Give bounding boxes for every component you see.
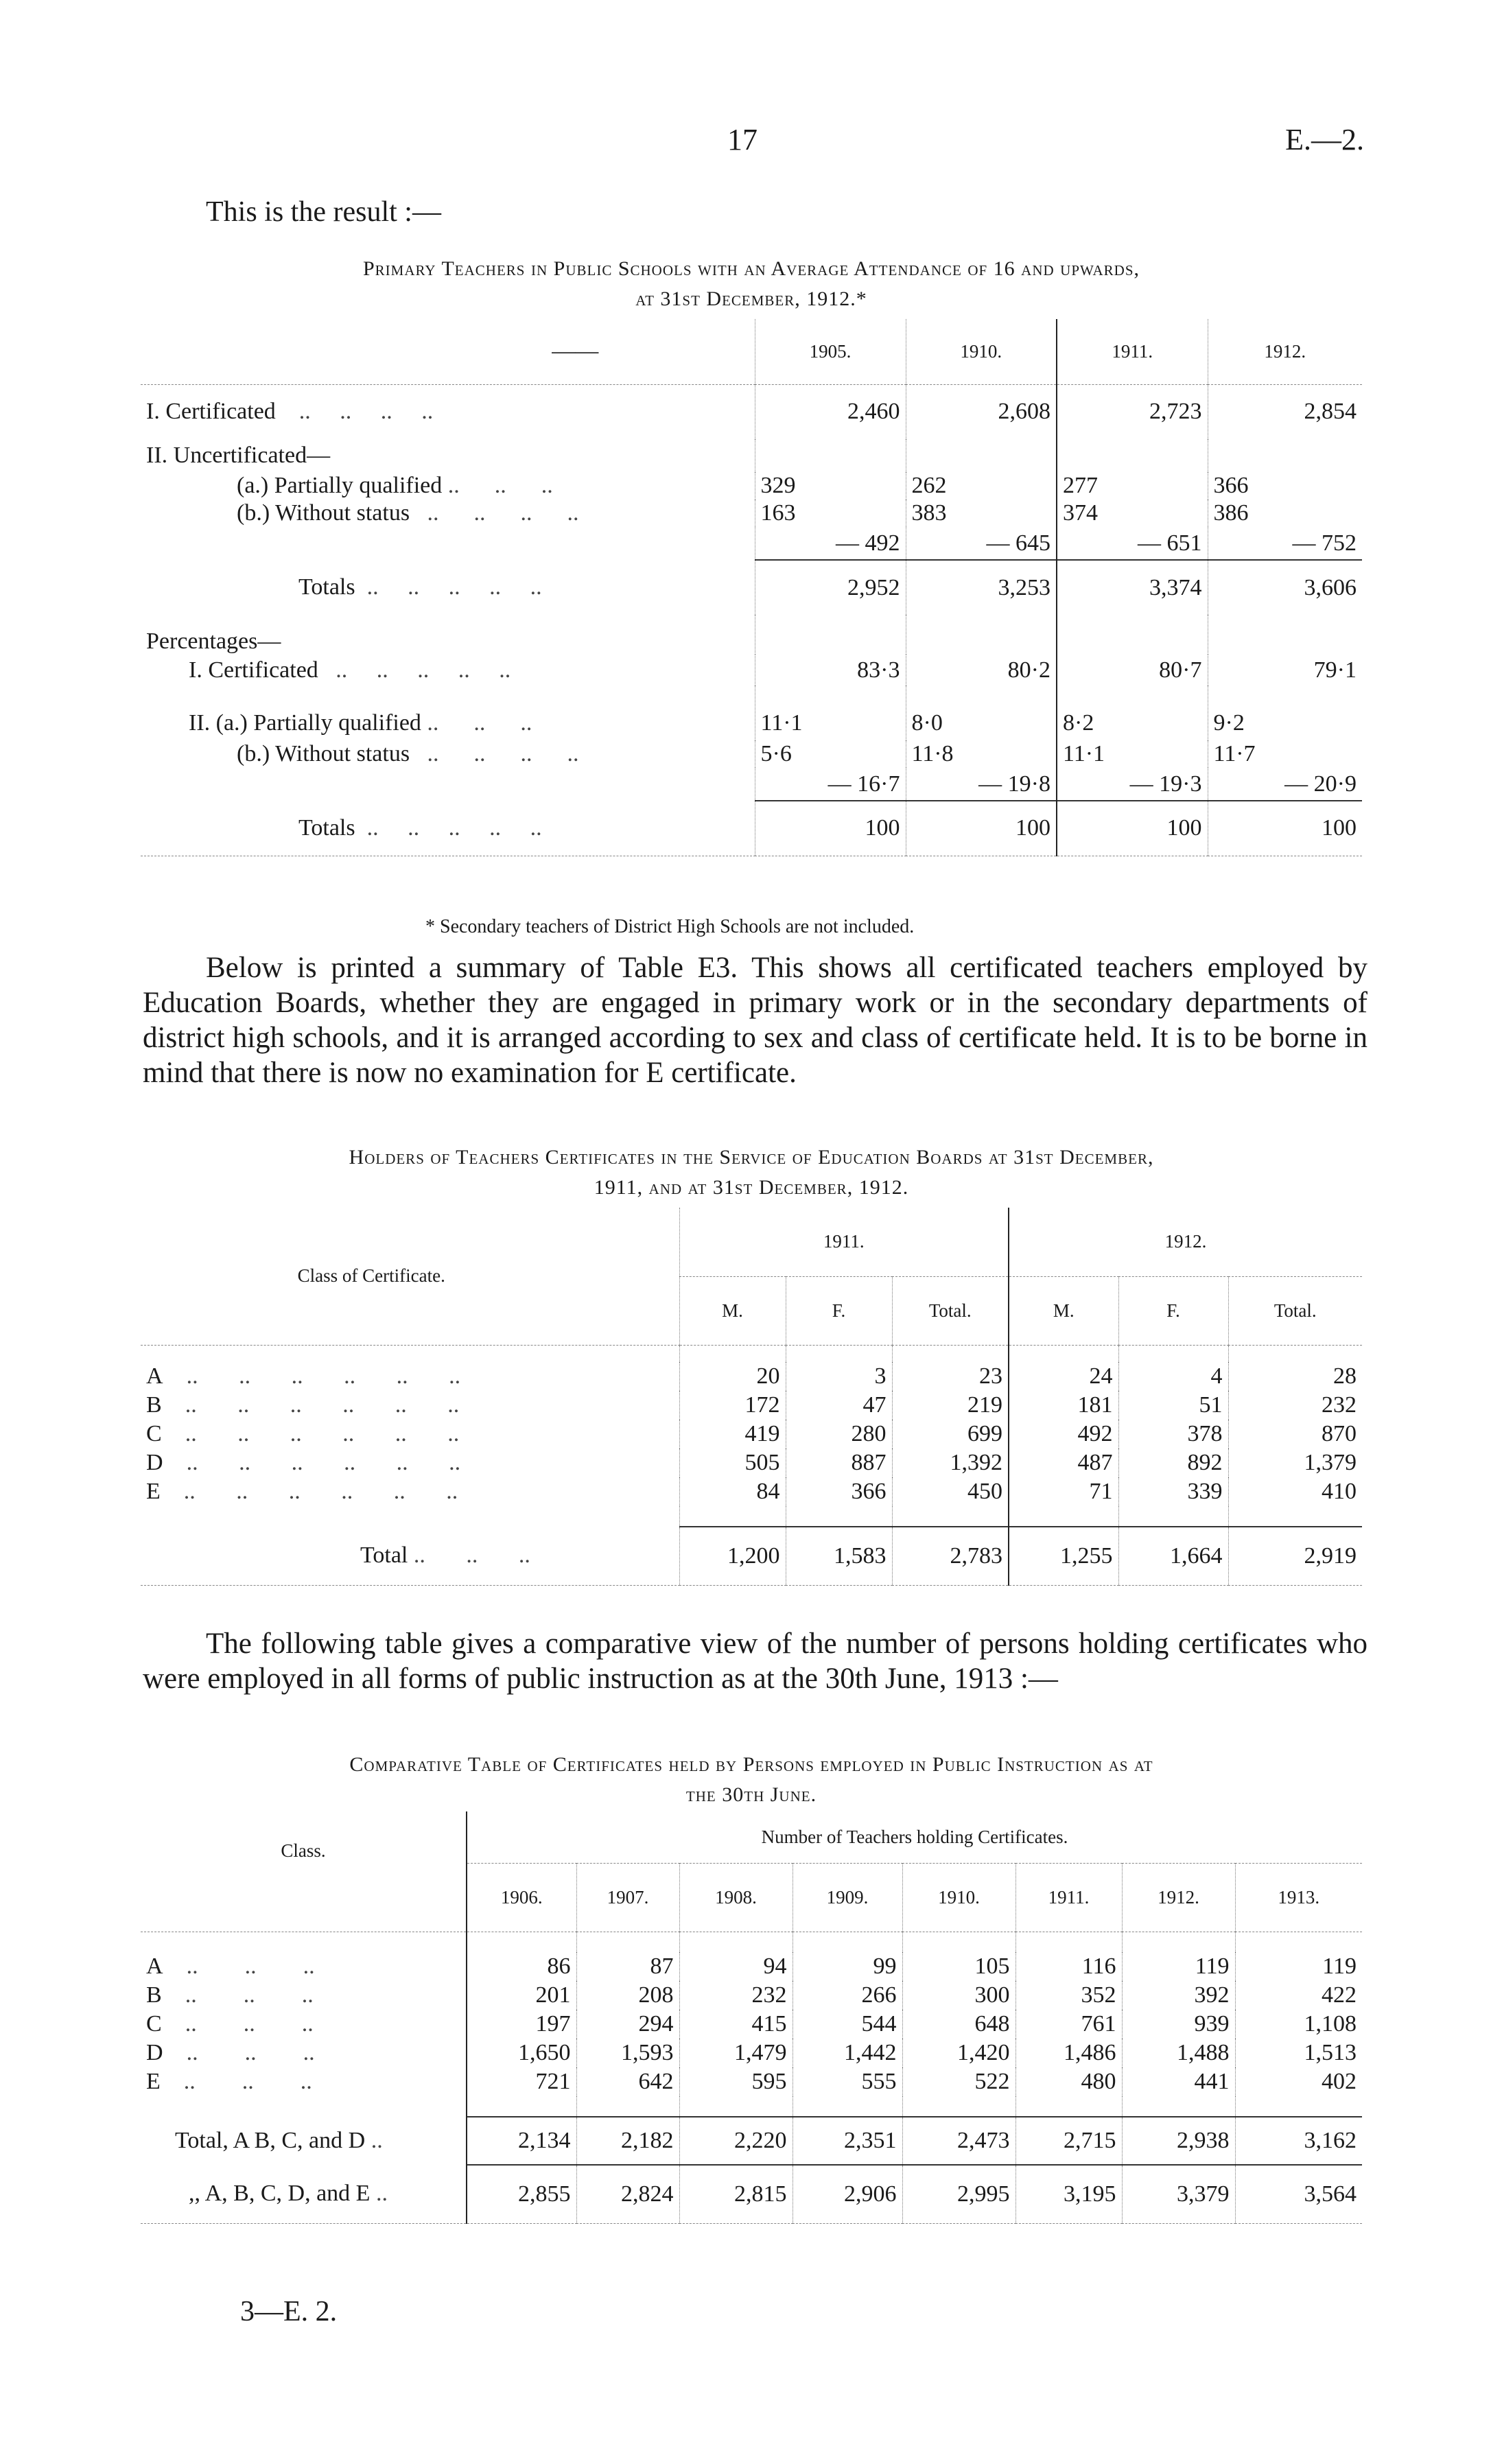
table1-cell: 163 — [755, 500, 906, 527]
table2-cell: 1,379 — [1228, 1448, 1362, 1477]
table2-row-label: C .. .. .. .. .. .. — [146, 1421, 460, 1446]
table3-cell: 1,442 — [793, 2039, 902, 2067]
table1-cell: 11·1 — [1057, 740, 1208, 768]
table1-cell: — 645 — [906, 527, 1057, 560]
table3-row — [141, 2067, 1362, 2096]
table3-cell: 2,906 — [793, 2165, 902, 2223]
table3-year: 1907. — [576, 1863, 679, 1932]
table3-cell: 648 — [902, 2010, 1015, 2039]
table3-cell: 555 — [793, 2067, 902, 2096]
table2-cell: 366 — [786, 1477, 892, 1506]
table3-cell: 2,938 — [1122, 2117, 1235, 2165]
table3-cell: 3,564 — [1235, 2165, 1362, 2223]
table3-cell: 1,108 — [1235, 2010, 1362, 2039]
table2-col-f: F. — [1118, 1276, 1228, 1345]
table2-cell: 84 — [679, 1477, 786, 1506]
table3-cell: 1,513 — [1235, 2039, 1362, 2067]
table1-cell: 8·2 — [1057, 685, 1208, 740]
table2-cell: 1,255 — [1009, 1527, 1118, 1585]
table3-cell: 2,715 — [1015, 2117, 1122, 2165]
table2-class-header: Class of Certificate. — [141, 1208, 679, 1345]
table3-cell: 2,351 — [793, 2117, 902, 2165]
table2-row-total: Total .. .. .. — [360, 1542, 530, 1569]
table1-row-totals: Totals .. .. .. .. .. — [298, 574, 542, 600]
table2-cell: 280 — [786, 1420, 892, 1448]
table1-cell: 3,253 — [906, 560, 1057, 615]
table2-row — [141, 1420, 1362, 1448]
paragraph-table-e3: Below is printed a summary of Table E3. This shows all certificated teachers employed by Education Boards, whether they are engaged in primary work or in the secondary departments of district high schools, and it is arranged according to sex and class of certificate held. It is to be borne in mind that there is now no examination for E certificate. — [143, 952, 1367, 1089]
table3-class-header: Class. — [141, 1811, 467, 1932]
table2-cell: 1,664 — [1118, 1527, 1228, 1585]
table1-footnote: * Secondary teachers of District High Schools are not included. — [425, 916, 915, 937]
table2-cell: 20 — [679, 1362, 786, 1391]
table3-cell: 3,195 — [1015, 2165, 1122, 2223]
table3-year: 1912. — [1122, 1863, 1235, 1932]
table3-cell: 208 — [576, 1981, 679, 2010]
table3-cell: 2,824 — [576, 2165, 679, 2223]
table3-cell: 642 — [576, 2067, 679, 2096]
table3-cell: 415 — [679, 2010, 793, 2039]
table3-cell: 441 — [1122, 2067, 1235, 2096]
table3-row-total-abcd: Total, A B, C, and D .. — [175, 2128, 383, 2153]
table1-cell: 329 — [755, 472, 906, 500]
table3-cell: 119 — [1122, 1952, 1235, 1981]
table2-cell: 450 — [892, 1477, 1009, 1506]
table2-row-label: E .. .. .. .. .. .. — [146, 1479, 458, 1504]
table1-year-1912: 1912. — [1208, 319, 1362, 384]
table1-cell: 79·1 — [1208, 655, 1362, 685]
table1-row-certificated: I. Certificated .. .. .. .. — [146, 399, 434, 425]
primary-teachers-table — [141, 319, 1362, 856]
table2-cell: 870 — [1228, 1420, 1362, 1448]
table3-cell: 1,479 — [679, 2039, 793, 2067]
table2-caption — [137, 1142, 1365, 1203]
table3-cell: 522 — [902, 2067, 1015, 2096]
table2-row — [141, 1477, 1362, 1506]
table1-cell: 100 — [1057, 801, 1208, 856]
table2-year-1912: 1912. — [1009, 1208, 1362, 1276]
signature-mark: 3—E. 2. — [240, 2296, 338, 2327]
table2-cell: 28 — [1228, 1362, 1362, 1391]
table1-cell: — 20·9 — [1208, 768, 1362, 801]
table3-cell: 761 — [1015, 2010, 1122, 2039]
table3-cell: 721 — [467, 2067, 576, 2096]
table3-year: 1910. — [902, 1863, 1015, 1932]
table3-cell: 2,134 — [467, 2117, 576, 2165]
table2-year-1911: 1911. — [679, 1208, 1009, 1276]
table1-cell: 2,608 — [906, 384, 1057, 439]
table2-cell: 487 — [1009, 1448, 1118, 1477]
table2-cell: 410 — [1228, 1477, 1362, 1506]
table3-year: 1911. — [1015, 1863, 1122, 1932]
table2-caption-line1: Holders of Teachers Certificates in the Service of Education Boards at 31st December, — [349, 1146, 1154, 1169]
table1-cell: 3,374 — [1057, 560, 1208, 615]
table1-row-pct-totals: Totals .. .. .. .. .. — [298, 814, 542, 841]
table1-cell: 386 — [1208, 500, 1362, 527]
table1-cell: — 19·8 — [906, 768, 1057, 801]
table2-cell: 172 — [679, 1391, 786, 1420]
table2-cell: 378 — [1118, 1420, 1228, 1448]
table1-row-pct-certificated: I. Certificated .. .. .. .. .. — [189, 657, 511, 683]
table1-caption — [137, 254, 1365, 314]
table1-year-1905: 1905. — [755, 319, 906, 384]
comparative-certificates-table — [141, 1811, 1362, 2224]
table2-row — [141, 1362, 1362, 1391]
table3-cell: 2,995 — [902, 2165, 1015, 2223]
table3-cell: 266 — [793, 1981, 902, 2010]
table1-row-percentages: Percentages— — [146, 629, 281, 654]
table1-cell: 100 — [1208, 801, 1362, 856]
table1-row-pct-partially-qualified: II. (a.) Partially qualified .. .. .. — [189, 710, 532, 736]
table1-cell: 80·7 — [1057, 655, 1208, 685]
table3-cell: 1,486 — [1015, 2039, 1122, 2067]
table2-cell: 23 — [892, 1362, 1009, 1391]
table1-cell: 8·0 — [906, 685, 1057, 740]
table3-cell: 86 — [467, 1952, 576, 1981]
table3-cell: 119 — [1235, 1952, 1362, 1981]
table3-cell: 1,420 — [902, 2039, 1015, 2067]
intro-text: This is the result :— — [206, 196, 441, 228]
table2-row — [141, 1391, 1362, 1420]
table2-cell: 419 — [679, 1420, 786, 1448]
table1-cell: 100 — [755, 801, 906, 856]
table1-caption-line2: at 31st December, 1912.* — [635, 288, 867, 310]
table2-cell: 1,583 — [786, 1527, 892, 1585]
table1-cell: 262 — [906, 472, 1057, 500]
table3-cell: 352 — [1015, 1981, 1122, 2010]
table1-cell: 3,606 — [1208, 560, 1362, 615]
table3-year: 1909. — [793, 1863, 902, 1932]
table3-group-header: Number of Teachers holding Certificates. — [467, 1811, 1362, 1863]
table3-year: 1906. — [467, 1863, 576, 1932]
table1-cell: 100 — [906, 801, 1057, 856]
table3-cell: 392 — [1122, 1981, 1235, 2010]
table1-cell: — 651 — [1057, 527, 1208, 560]
table3-cell: 87 — [576, 1952, 679, 1981]
table1-cell: 11·1 — [755, 685, 906, 740]
table3-cell: 422 — [1235, 1981, 1362, 2010]
table3-caption-line1: Comparative Table of Certificates held by Persons employed in Public Instruction as at — [349, 1753, 1153, 1776]
table3-cell: 2,182 — [576, 2117, 679, 2165]
table3-year: 1913. — [1235, 1863, 1362, 1932]
document-reference: E.—2. — [1285, 123, 1364, 156]
table3-cell: 294 — [576, 2010, 679, 2039]
table3-row-label: E .. .. .. — [146, 2069, 312, 2094]
table2-cell: 3 — [786, 1362, 892, 1391]
table3-row-total-abcde: ,, A, B, C, D, and E .. — [189, 2181, 388, 2207]
table1-cell: 80·2 — [906, 655, 1057, 685]
table1-caption-line1: Primary Teachers in Public Schools with an Average Attendance of 16 and upwards, — [362, 257, 1140, 280]
table1-cell: 2,952 — [755, 560, 906, 615]
table1-cell: 5·6 — [755, 740, 906, 768]
table3-cell: 2,855 — [467, 2165, 576, 2223]
table2-caption-line2: 1911, and at 31st December, 1912. — [594, 1176, 909, 1199]
table1-corner: —— — [552, 338, 599, 364]
table1-cell: 366 — [1208, 472, 1362, 500]
table3-row-label: A .. .. .. — [146, 1953, 315, 1979]
table1-cell: 277 — [1057, 472, 1208, 500]
table3-row-label: B .. .. .. — [146, 1982, 314, 2008]
table2-cell: 24 — [1009, 1362, 1118, 1391]
table3-caption — [137, 1750, 1365, 1810]
table1-cell: 2,723 — [1057, 384, 1208, 439]
table3-row — [141, 2010, 1362, 2039]
table3-row — [141, 2039, 1362, 2067]
table3-cell: 2,473 — [902, 2117, 1015, 2165]
table3-cell: 94 — [679, 1952, 793, 1981]
table1-row-pct-without-status: (b.) Without status .. .. .. .. — [237, 741, 579, 766]
table3-cell: 116 — [1015, 1952, 1122, 1981]
table3-cell: 544 — [793, 2010, 902, 2039]
table3-cell: 197 — [467, 2010, 576, 2039]
table2-cell: 4 — [1118, 1362, 1228, 1391]
table2-col-m: M. — [679, 1276, 786, 1345]
table1-cell: 9·2 — [1208, 685, 1362, 740]
table3-cell: 105 — [902, 1952, 1015, 1981]
table1-year-1911: 1911. — [1057, 319, 1208, 384]
table1-row-without-status: (b.) Without status .. .. .. .. — [237, 500, 579, 526]
table2-cell: 492 — [1009, 1420, 1118, 1448]
table3-caption-line2: the 30th June. — [685, 1783, 817, 1806]
table2-cell: 699 — [892, 1420, 1009, 1448]
table1-cell: 2,460 — [755, 384, 906, 439]
table2-cell: 181 — [1009, 1391, 1118, 1420]
table2-cell: 47 — [786, 1391, 892, 1420]
table2-cell: 219 — [892, 1391, 1009, 1420]
table2-row-label: B .. .. .. .. .. .. — [146, 1392, 460, 1418]
table3-cell: 595 — [679, 2067, 793, 2096]
table3-cell: 99 — [793, 1952, 902, 1981]
table3-cell: 1,593 — [576, 2039, 679, 2067]
table2-col-total: Total. — [892, 1276, 1009, 1345]
table2-cell: 339 — [1118, 1477, 1228, 1506]
table3-cell: 1,488 — [1122, 2039, 1235, 2067]
table1-row-partially-qualified: (a.) Partially qualified .. .. .. — [237, 473, 553, 498]
table3-cell: 2,220 — [679, 2117, 793, 2165]
table2-cell: 71 — [1009, 1477, 1118, 1506]
table3-row — [141, 1981, 1362, 2010]
table1-cell: 11·7 — [1208, 740, 1362, 768]
table2-row-label: A .. .. .. .. .. .. — [146, 1363, 461, 1389]
table1-cell: 383 — [906, 500, 1057, 527]
table2-cell: 2,919 — [1228, 1527, 1362, 1585]
table2-cell: 1,200 — [679, 1527, 786, 1585]
table3-cell: 402 — [1235, 2067, 1362, 2096]
table1-cell: — 492 — [755, 527, 906, 560]
table1-cell: — 16·7 — [755, 768, 906, 801]
table3-cell: 1,650 — [467, 2039, 576, 2067]
page-number: 17 — [727, 123, 758, 156]
table3-cell: 201 — [467, 1981, 576, 2010]
table2-cell: 51 — [1118, 1391, 1228, 1420]
table1-cell: — 752 — [1208, 527, 1362, 560]
table2-cell: 232 — [1228, 1391, 1362, 1420]
table2-cell: 505 — [679, 1448, 786, 1477]
certificate-holders-table — [141, 1208, 1362, 1586]
table1-row-uncertificated: II. Uncertificated— — [146, 443, 331, 468]
table1-cell: 374 — [1057, 500, 1208, 527]
table3-row — [141, 1952, 1362, 1981]
table3-cell: 480 — [1015, 2067, 1122, 2096]
table3-row-label: D .. .. .. — [146, 2040, 315, 2065]
table2-col-f: F. — [786, 1276, 892, 1345]
table3-cell: 3,379 — [1122, 2165, 1235, 2223]
table2-col-total: Total. — [1228, 1276, 1362, 1345]
table1-cell: — 19·3 — [1057, 768, 1208, 801]
table1-year-1910: 1910. — [906, 319, 1057, 384]
table3-row-label: C .. .. .. — [146, 2011, 314, 2037]
table2-cell: 2,783 — [892, 1527, 1009, 1585]
table3-cell: 939 — [1122, 2010, 1235, 2039]
table1-cell: 83·3 — [755, 655, 906, 685]
paragraph-comparative: The following table gives a comparative view of the number of persons holding certificates who were employed in all forms of public instruction as at the 30th June, 1913 :— — [143, 1628, 1367, 1695]
table3-cell: 300 — [902, 1981, 1015, 2010]
table2-row-label: D .. .. .. .. .. .. — [146, 1450, 461, 1475]
table3-cell: 3,162 — [1235, 2117, 1362, 2165]
table2-cell: 1,392 — [892, 1448, 1009, 1477]
table1-cell: 11·8 — [906, 740, 1057, 768]
table2-col-m: M. — [1009, 1276, 1118, 1345]
table2-cell: 892 — [1118, 1448, 1228, 1477]
table1-cell: 2,854 — [1208, 384, 1362, 439]
table2-cell: 887 — [786, 1448, 892, 1477]
table3-year: 1908. — [679, 1863, 793, 1932]
table3-cell: 232 — [679, 1981, 793, 2010]
table2-row — [141, 1448, 1362, 1477]
table3-cell: 2,815 — [679, 2165, 793, 2223]
